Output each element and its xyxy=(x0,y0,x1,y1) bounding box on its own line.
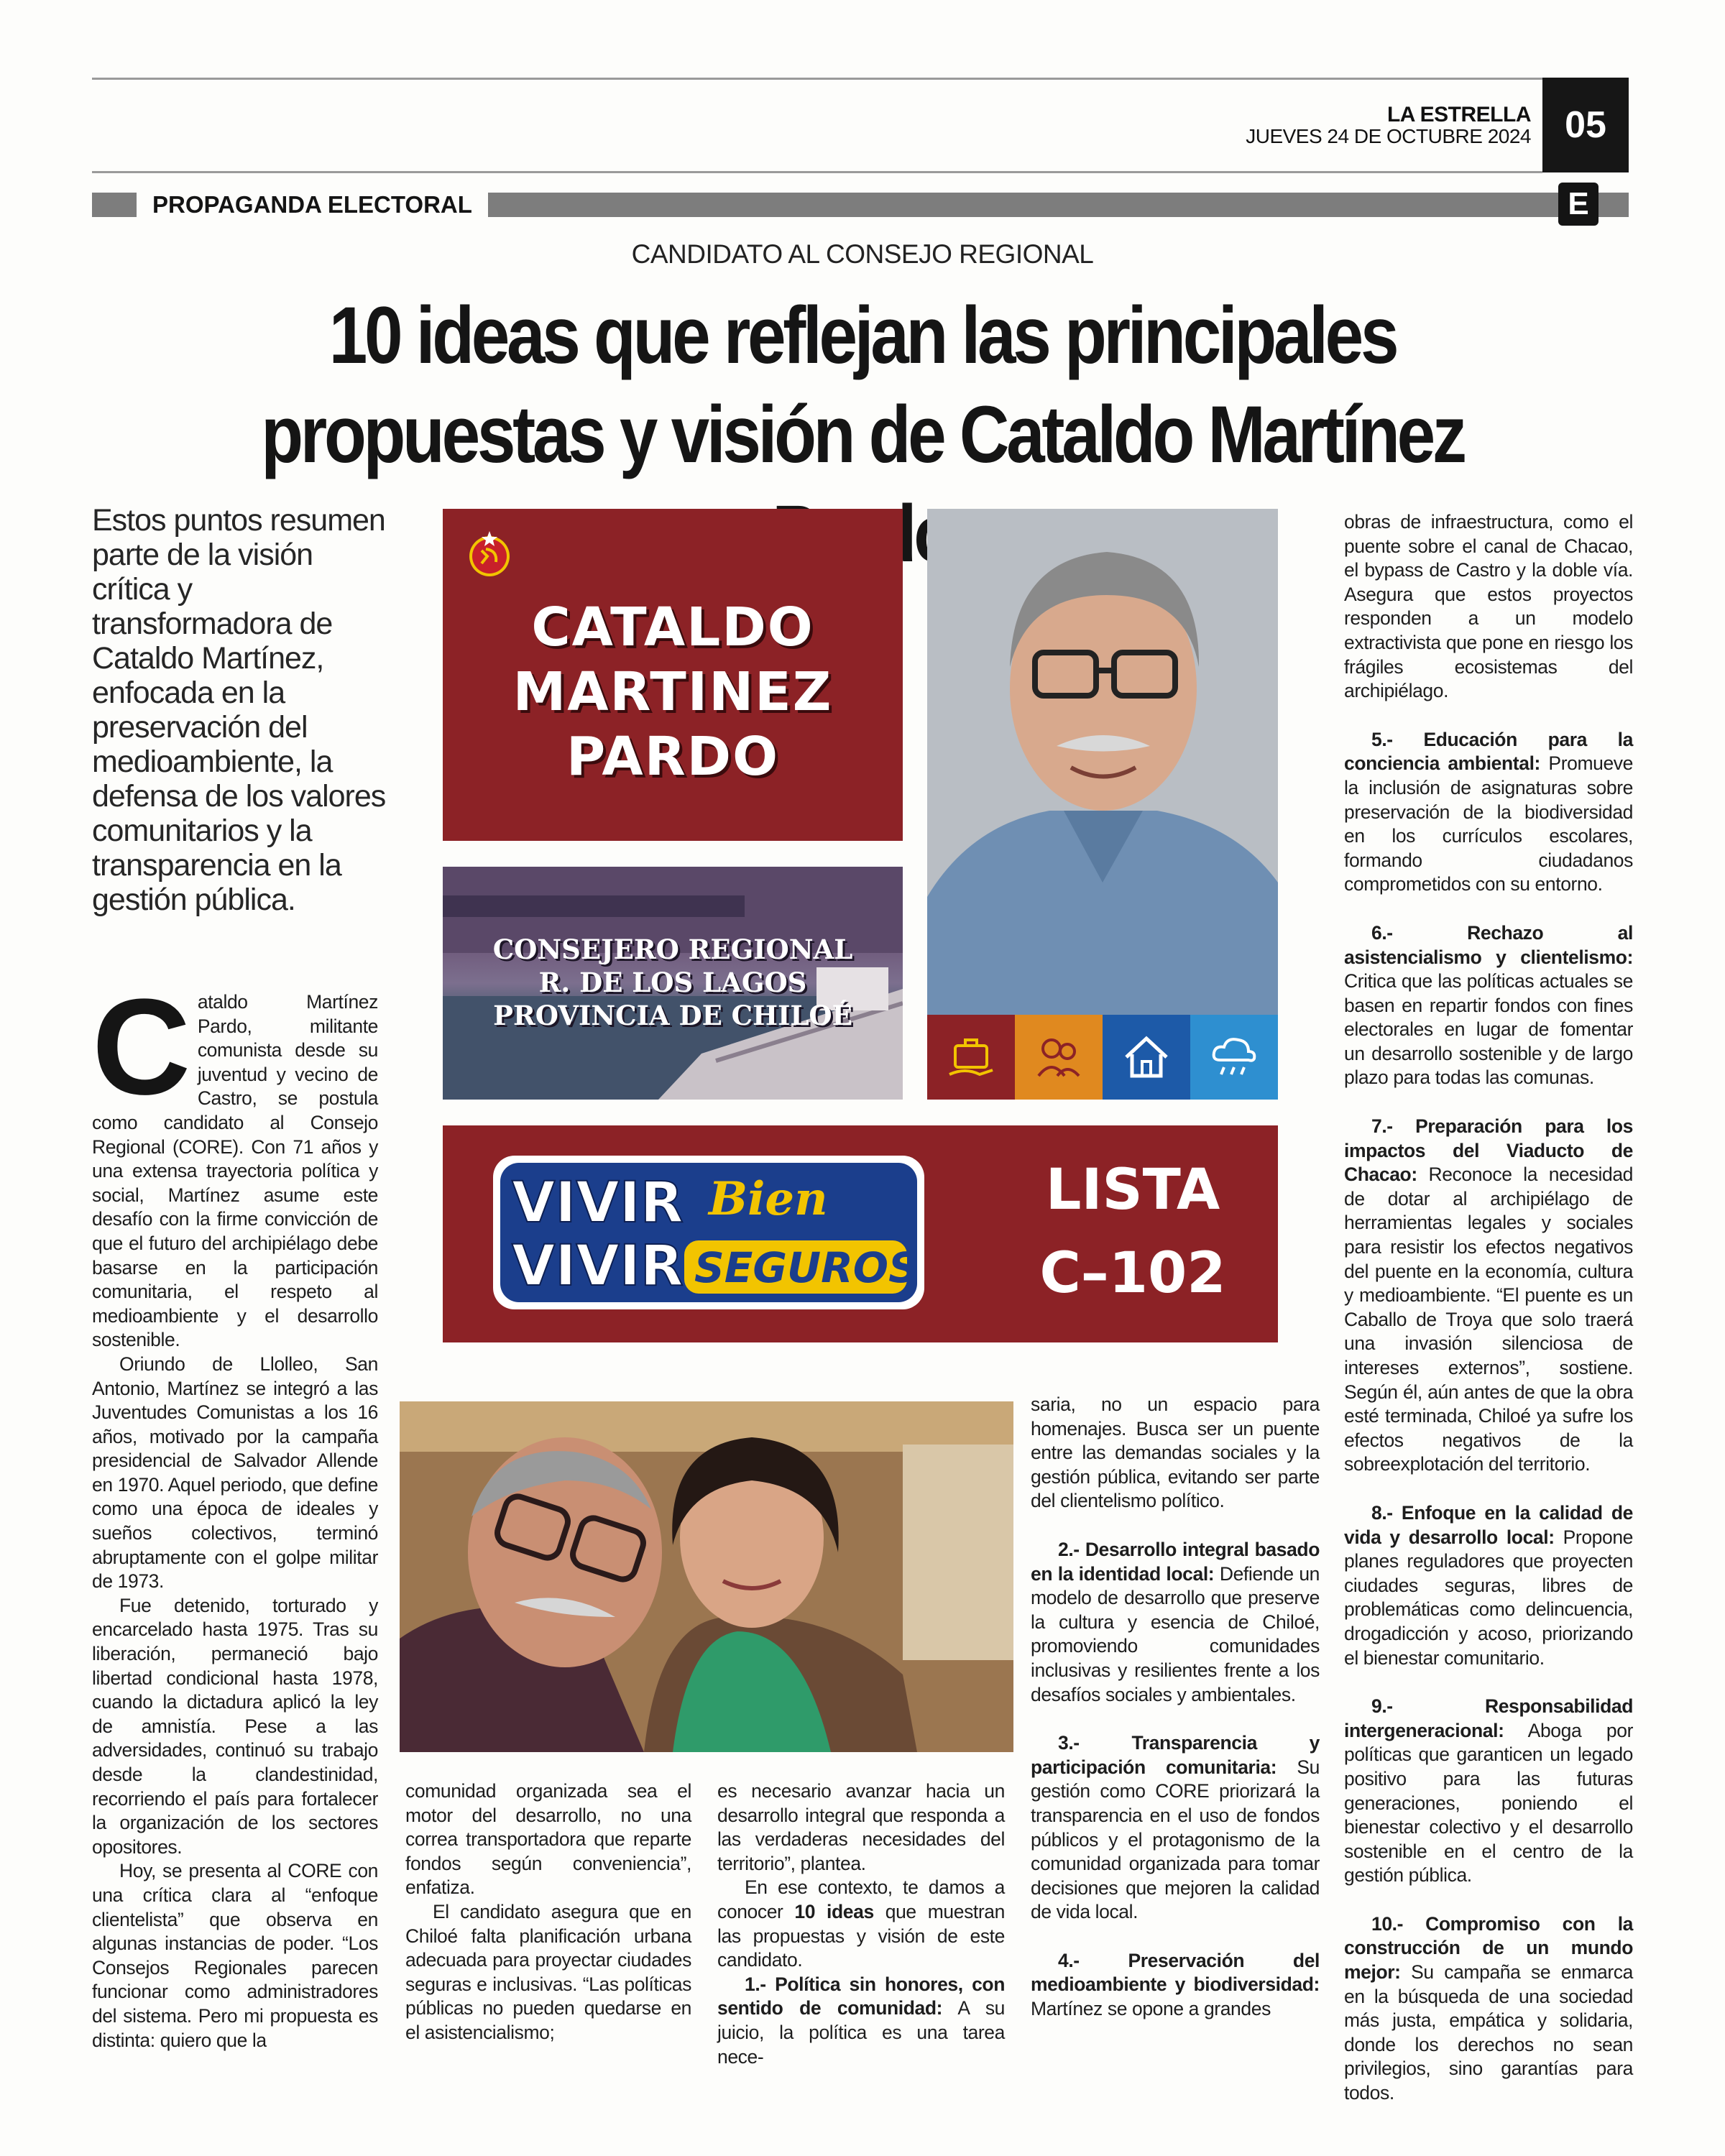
body-paragraph: saria, no un espacio para homenajes. Busca ser un puente entre las demandas sociales y la gestión pública, evitando ser parte del clientelismo político. xyxy=(1031,1393,1320,1512)
body-column-5 xyxy=(1344,510,1633,2106)
briefcase-hand-icon xyxy=(927,1015,1015,1100)
cloud-rain-icon xyxy=(1190,1015,1278,1100)
idea-text: Defiende un modelo de desarrollo que preserve la cultura y esencia de Chiloé, promoviendo comunidades inclusivas y resilientes frente a los desafíos sociales y ambientales. xyxy=(1031,1562,1320,1705)
couple-photo xyxy=(400,1401,1013,1752)
idea-heading: 6.- Rechazo al asistencialismo y clientelismo: xyxy=(1344,921,1633,968)
article-lede: Estos puntos resumen parte de la visión crítica y transformadora de Cataldo Martínez, enfocada en la preservación del medioambiente, la defensa de los valores comunitarios y la transparencia en la gestión pública. xyxy=(92,503,386,917)
candidate-portrait-illustration xyxy=(927,509,1278,1015)
body-paragraph xyxy=(92,971,378,1353)
publication-name: LA ESTRELLA xyxy=(1386,103,1531,126)
idea-text: Aboga por políticas que garanticen un legado positivo para las futuras generaciones, poniendo el bienestar colectivo y el desarrollo sostenible en el centro de la gestión pública. xyxy=(1344,1719,1633,1886)
drop-cap: C xyxy=(92,971,190,1123)
idea-heading: 9.- Responsabilidad intergeneracional: xyxy=(1344,1695,1633,1741)
page-number: 05 xyxy=(1542,78,1629,172)
body-paragraph xyxy=(717,1876,1005,1972)
idea-5 xyxy=(1344,728,1633,897)
body-paragraph: es necesario avanzar hacia un desarrollo integral que responda a las verdaderas necesidades del territorio”, plantea. xyxy=(717,1780,1005,1874)
body-paragraph: obras de infraestructura, como el puente sobre el canal de Chacao, el bypass de Castro y la doble vía. Asegura que estos proyectos responden a un modelo extractivista que pone en riesgo los frágiles ecosistemas del archipiélago. xyxy=(1344,511,1633,702)
idea-text: A su juicio, la política es una tarea nece- xyxy=(717,1997,1006,2068)
idea-heading: 7.- Preparación para los impactos del Viaducto de Chacao: xyxy=(1344,1115,1633,1186)
candidate-portrait xyxy=(927,509,1278,1015)
idea-heading: 10.- Compromiso con la construcción de un mundo mejor: xyxy=(1344,1912,1633,1984)
masthead xyxy=(1246,104,1531,147)
publication-date: JUEVES 24 DE OCTUBRE 2024 xyxy=(1246,125,1531,147)
idea-6 xyxy=(1344,921,1633,1090)
idea-text: Martínez se opone a grandes xyxy=(1031,1998,1271,2020)
idea-7 xyxy=(1344,1115,1633,1477)
ad-lista-label: LISTA xyxy=(1045,1158,1220,1222)
idea-heading: 4.- Preservación del medioambiente y biodiversidad: xyxy=(1031,1949,1320,1996)
body-column-4 xyxy=(1031,1393,1320,2022)
party-emblem-icon xyxy=(464,529,515,579)
title-line-2: propuestas y visión de Cataldo Martínez xyxy=(261,390,1464,479)
idea-4 xyxy=(1031,1949,1320,2022)
family-icon xyxy=(1015,1015,1103,1100)
body-text: ataldo Martínez Pardo, militante comunista desde su juventud y vecino de Castro, se postula como candidato al Consejo Regional (CORE). Con 71 años y una extensa trayectoria política y social, Martínez asume este desafío con la firme convicción de que el futuro del archipiélago debe basarse en la participación comunitaria, el respeto al medioambiente y el desarrollo sostenible. xyxy=(92,991,378,1351)
body-paragraph: comunidad organizada sea el motor del desarrollo, no una correa transportadora que reparte fondos según conveniencia”, enfatiza. xyxy=(405,1780,691,1899)
idea-10 xyxy=(1344,1912,1633,2106)
top-rule xyxy=(92,78,1542,80)
idea-heading: 8.- Enfoque en la calidad de vida y desarrollo local: xyxy=(1344,1501,1633,1548)
body-column-3 xyxy=(717,1779,1005,2069)
ad-office-line-1: CONSEJERO REGIONAL xyxy=(492,934,853,965)
masthead-rule xyxy=(92,171,1542,173)
article-kicker: CANDIDATO AL CONSEJO REGIONAL xyxy=(631,239,1094,269)
section-logo: E xyxy=(1558,183,1598,226)
idea-text: Su gestión como CORE priorizará la transparencia en el uso de fondos públicos y el protagonismo de la comunidad organizada para tomar decisiones que mejoren la calidad de vida local. xyxy=(1031,1756,1320,1923)
body-paragraph: Oriundo de Llolleo, San Antonio, Martínez se integró a las Juventudes Comunistas a los 16 años, motivado por la campaña presidencial de Salvador Allende en 1970. Aquel periodo, que define como una época de ideales y sueños colectivos, terminó abruptamente con el golpe militar de 1973. xyxy=(92,1353,378,1593)
ad-list-number xyxy=(989,1148,1276,1315)
ad-name-line-1: CATALDO xyxy=(531,596,814,658)
body-text: que muestran las propuestas y visión de este candidato. xyxy=(717,1900,1005,1971)
house-icon xyxy=(1103,1015,1190,1100)
body-paragraph: El candidato asegura que en Chiloé falta planificación urbana adecuada para proyectar ciudades seguras e inclusivas. “Las políticas públicas no pueden quedarse en el asistencialismo; xyxy=(405,1900,691,2043)
ad-slogan-panel xyxy=(443,1125,1278,1342)
slogan-logo xyxy=(493,1151,924,1317)
idea-8 xyxy=(1344,1501,1633,1670)
ad-office-line-3: PROVINCIA DE CHILOÉ xyxy=(493,1000,852,1031)
ad-office-text xyxy=(443,933,903,1032)
idea-text: Propone planes reguladores que proyecten ciudades seguras, libres de problemáticas como delincuencia, drogadicción y acoso, priorizando el bienestar comunitario. xyxy=(1344,1526,1634,1669)
body-paragraph: Hoy, se presenta al CORE con una crítica clara al “enfoque clientelista” que observa en algunas instancias de poder. “Los Consejos Regionales parecen funcionar como administradores del sistema. Pero mi propuesta es distinta: quiero que la xyxy=(92,1860,378,2051)
ad-name-line-2: MARTINEZ xyxy=(512,661,833,723)
idea-9 xyxy=(1344,1695,1633,1888)
idea-2 xyxy=(1031,1538,1320,1707)
ad-office-panel xyxy=(443,867,903,1100)
ad-candidate-name xyxy=(443,595,903,789)
body-emphasis: 10 ideas xyxy=(794,1900,874,1922)
body-text: En ese contexto, te damos a conocer xyxy=(717,1876,1005,1922)
body-paragraph: Fue detenido, torturado y encarcelado hasta 1975. Tras su liberación, permaneció bajo libertad condicional hasta 1978, cuando la dictadura aplicó la ley de amnistía. Pese a las adversidades, continuó su trabajo desde la clandestinidad, recorriendo el país para fortalecer la organización de los sectores opositores. xyxy=(92,1594,378,1858)
slogan-bien: Bien xyxy=(709,1172,828,1226)
idea-heading: 5.- Educación para la conciencia ambiental: xyxy=(1344,728,1633,775)
ad-icon-row xyxy=(927,1015,1278,1100)
ad-name-line-3: PARDO xyxy=(566,726,780,788)
ad-lista-code: C–102 xyxy=(1039,1241,1226,1306)
body-column-2 xyxy=(405,1779,691,2045)
section-label: PROPAGANDA ELECTORAL xyxy=(137,188,488,221)
idea-3 xyxy=(1031,1731,1320,1925)
idea-heading: 2.- Desarrollo integral basado en la identidad local: xyxy=(1031,1538,1320,1585)
title-line-1: 10 ideas que reflejan las principales xyxy=(328,290,1397,380)
body-column-1 xyxy=(92,971,378,2053)
couple-photo-illustration xyxy=(400,1401,1013,1752)
idea-1 xyxy=(717,1973,1005,2069)
idea-heading: 1.- Política sin honores, con sentido de comunidad: xyxy=(717,1973,1005,2019)
slogan-vivir-1: VIVIR xyxy=(512,1171,684,1235)
ad-office-line-2: R. DE LOS LAGOS xyxy=(538,967,807,998)
idea-text: Promueve la inclusión de asignaturas sobre preservación de la biodiversidad en los currículos escolares, formando ciudadanos comprometidos con su entorno. xyxy=(1344,752,1634,895)
idea-text: Critica que las políticas actuales se basen en repartir fondos con fines electorales en lugar de fomentar un desarrollo sostenible y de largo plazo para todas las comunas. xyxy=(1344,970,1633,1089)
slogan-seguros: SEGUROS xyxy=(694,1243,919,1292)
idea-heading: 3.- Transparencia y participación comunitaria: xyxy=(1031,1732,1320,1778)
idea-text: Reconoce la necesidad de dotar al archipiélago de herramientas legales y sociales para resistir los efectos negativos del puente en la economía, cultura y medioambiente. “El puente es un Caballo de Troya que solo traerá una invasión silenciosa de intereses externos”, sostiene. Según él, aún antes de que la obra esté terminada, Chiloé ya sufre los efectos negativos de la sobreexplotación del territorio. xyxy=(1344,1164,1633,1475)
slogan-vivir-2: VIVIR xyxy=(512,1234,684,1299)
idea-text: Su campaña se enmarca en la búsqueda de una sociedad más justa, empática y solidaria, donde los derechos no sean privilegios, sino garantías para todos. xyxy=(1344,1961,1633,2104)
